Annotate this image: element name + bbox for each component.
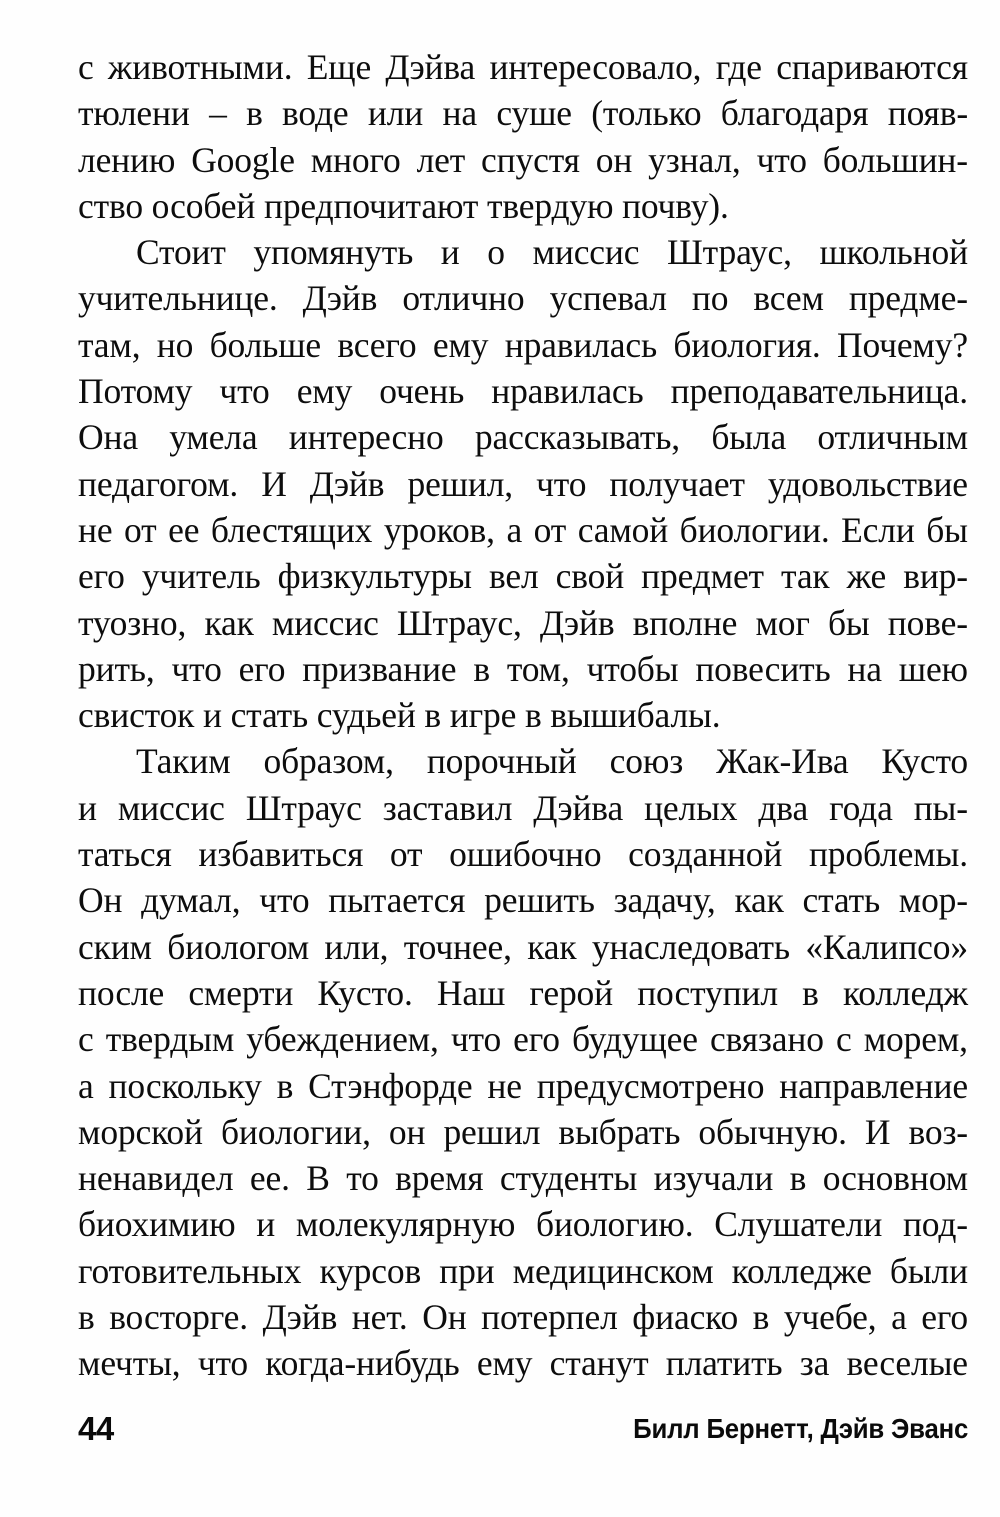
- text-run: ненавидел: [78, 1158, 234, 1199]
- text-line: [78, 275, 968, 321]
- text-run: фиаско: [632, 1297, 739, 1338]
- text-run: года: [829, 787, 893, 828]
- text-run: мечты,: [78, 1343, 181, 1384]
- text-run: воде: [282, 93, 349, 134]
- text-run: же: [846, 556, 887, 597]
- text-run: Дэйв: [302, 278, 378, 319]
- text-run: его: [513, 1019, 560, 1060]
- text-run: за: [799, 1343, 830, 1384]
- text-run: курсов: [319, 1250, 422, 1291]
- text-run: Стоит: [136, 232, 226, 273]
- text-run: Штраус,: [396, 602, 522, 643]
- text-run: Дэйв: [309, 463, 385, 504]
- text-run: под-: [902, 1204, 968, 1245]
- text-line: [78, 1016, 968, 1062]
- text-run: упомянуть: [253, 232, 414, 273]
- text-run: Дэйв: [262, 1297, 338, 1338]
- text-run: в: [473, 648, 490, 689]
- text-run: свисток и стать судьей в игре в вышибалы.: [78, 695, 721, 736]
- text-line: [78, 924, 968, 970]
- text-run: туозно,: [78, 602, 187, 643]
- text-run: его: [78, 556, 125, 597]
- text-run: Google: [191, 139, 295, 180]
- text-line: [78, 137, 968, 183]
- text-run: чтобы: [586, 648, 679, 689]
- text-run: что: [259, 880, 310, 921]
- text-run: в: [802, 972, 819, 1013]
- text-line: [78, 461, 968, 507]
- text-run: ему: [432, 324, 489, 365]
- text-run: очень: [379, 371, 465, 412]
- text-run: как: [734, 880, 784, 921]
- text-run: с: [78, 1019, 94, 1060]
- text-run: бы: [926, 509, 968, 550]
- text-run: платить: [665, 1343, 783, 1384]
- text-run: потерпел: [481, 1297, 618, 1338]
- text-run: в: [246, 93, 263, 134]
- text-run: решить: [484, 880, 595, 921]
- text-run: проблемы.: [808, 834, 968, 875]
- text-run: много: [310, 139, 401, 180]
- text-run: направление: [779, 1065, 968, 1106]
- text-run: Если: [841, 509, 915, 550]
- text-run: что: [219, 371, 270, 412]
- text-run: предме-: [848, 278, 968, 319]
- text-run: суше: [496, 93, 572, 134]
- text-run: биологию.: [536, 1204, 694, 1245]
- text-line: [78, 600, 968, 646]
- text-run: ее: [168, 509, 200, 550]
- text-run: задачу,: [613, 880, 716, 921]
- paragraph: [78, 229, 968, 738]
- text-run: в: [276, 1065, 294, 1106]
- text-run: поступил: [637, 972, 778, 1013]
- text-run: были: [889, 1250, 968, 1291]
- text-run: колледж: [842, 972, 968, 1013]
- paragraph: [78, 44, 968, 229]
- text-run: что: [197, 1343, 249, 1384]
- text-run: тюлени: [78, 93, 190, 134]
- text-run: была: [711, 417, 787, 458]
- text-run: колледже: [731, 1250, 872, 1291]
- text-run: педагогом.: [78, 463, 239, 504]
- text-run: таться: [78, 834, 172, 875]
- text-line: [78, 44, 968, 90]
- text-run: том,: [506, 648, 570, 689]
- text-run: Дэйва: [533, 787, 624, 828]
- text-line: [78, 90, 968, 136]
- text-run: больше: [209, 324, 322, 365]
- text-line: [78, 646, 968, 692]
- text-line: [78, 414, 968, 460]
- text-run: блестящих: [210, 509, 373, 550]
- text-run: воз-: [908, 1111, 968, 1152]
- text-run: при: [439, 1250, 495, 1291]
- text-run: стать: [802, 880, 880, 921]
- text-line: [78, 970, 968, 1016]
- text-line: [78, 229, 968, 275]
- text-run: он: [388, 1111, 426, 1152]
- text-run: то: [346, 1158, 379, 1199]
- text-run: связано: [710, 1019, 824, 1060]
- text-run: Таким: [136, 741, 231, 782]
- text-run: и: [440, 232, 460, 273]
- text-run: биологии,: [220, 1111, 371, 1152]
- text-run: ему: [476, 1343, 533, 1384]
- text-run: в: [752, 1297, 770, 1338]
- text-run: Слушатели: [714, 1204, 883, 1245]
- text-run: вполне: [632, 602, 738, 643]
- text-run: Штраус,: [667, 232, 792, 273]
- text-run: И: [261, 463, 287, 504]
- text-run: он: [595, 139, 633, 180]
- text-run: предусмотрено: [536, 1065, 765, 1106]
- text-run: герой: [529, 972, 613, 1013]
- text-run: но: [156, 324, 194, 365]
- text-line: [78, 831, 968, 877]
- text-run: Почему?: [836, 324, 968, 365]
- text-run: образом,: [263, 741, 394, 782]
- text-run: Кусто: [881, 741, 968, 782]
- text-run: нравилась: [491, 371, 644, 412]
- text-line: [78, 785, 968, 831]
- text-run: морской: [78, 1111, 203, 1152]
- text-run: с: [835, 1019, 852, 1060]
- text-run: ее.: [249, 1158, 290, 1199]
- text-run: спустя: [481, 139, 580, 180]
- text-run: спариваются: [776, 47, 968, 87]
- text-run: интересно: [288, 417, 444, 458]
- text-run: отлично: [402, 278, 525, 319]
- text-run: его: [921, 1297, 968, 1338]
- text-run: преподавательница.: [670, 371, 968, 412]
- text-run: всего: [337, 324, 417, 365]
- text-run: пы-: [913, 787, 968, 828]
- text-run: созданной: [628, 834, 783, 875]
- text-line: [78, 322, 968, 368]
- text-run: учитель: [141, 556, 261, 597]
- text-run: смерти: [188, 972, 294, 1013]
- text-line: [78, 183, 968, 229]
- text-run: союз: [609, 741, 684, 782]
- text-run: студенты: [499, 1158, 638, 1199]
- text-run: от: [389, 834, 423, 875]
- text-run: унаследовать: [591, 926, 790, 967]
- text-run: нравилась: [504, 324, 658, 365]
- text-run: животными.: [107, 47, 293, 87]
- text-run: как: [527, 926, 577, 967]
- text-line: [78, 1155, 968, 1201]
- text-run: что: [756, 139, 807, 180]
- text-line: [78, 877, 968, 923]
- running-head-authors: Билл Бернетт, Дэйв Эванс: [633, 1413, 968, 1444]
- text-run: В: [306, 1158, 330, 1199]
- text-run: решил,: [407, 463, 514, 504]
- text-run: так: [781, 556, 830, 597]
- text-run: веселые: [846, 1343, 968, 1384]
- text-run: умела: [169, 417, 258, 458]
- text-run: будущее: [572, 1019, 698, 1060]
- text-run: медицинском: [512, 1250, 714, 1291]
- text-run: И: [864, 1111, 891, 1152]
- text-run: повесить: [695, 648, 831, 689]
- text-run: там,: [78, 324, 141, 365]
- text-run: Штраус: [245, 787, 362, 828]
- text-run: ошибочно: [449, 834, 602, 875]
- text-run: или,: [324, 926, 389, 967]
- text-run: появ-: [887, 93, 968, 134]
- text-run: и: [78, 787, 97, 828]
- text-run: время: [395, 1158, 484, 1199]
- text-run: станут: [549, 1343, 649, 1384]
- text-run: мог: [755, 602, 810, 643]
- text-line: [78, 1063, 968, 1109]
- text-run: мор-: [898, 880, 968, 921]
- text-run: после: [78, 972, 165, 1013]
- text-run: Кусто.: [317, 972, 413, 1013]
- text-run: или: [367, 93, 424, 134]
- text-run: биологии.: [679, 509, 830, 550]
- text-run: с: [78, 47, 94, 87]
- text-run: заставил: [382, 787, 513, 828]
- text-run: призвание: [302, 648, 457, 689]
- text-run: лет: [416, 139, 466, 180]
- text-run: выбрать: [558, 1111, 681, 1152]
- text-run: уроков,: [383, 509, 495, 550]
- text-run: отличным: [817, 417, 968, 458]
- text-run: интересовало,: [489, 47, 702, 87]
- text-run: готовительных: [78, 1250, 302, 1291]
- text-run: убеждением,: [246, 1019, 439, 1060]
- text-line: [78, 1248, 968, 1294]
- text-run: рить,: [78, 648, 155, 689]
- text-run: и: [256, 1204, 276, 1245]
- text-run: в: [789, 1158, 807, 1199]
- text-run: изучали: [653, 1158, 774, 1199]
- text-run: когда-нибудь: [265, 1343, 460, 1384]
- text-run: «Калипсо»: [805, 926, 968, 967]
- text-run: а: [891, 1297, 907, 1338]
- text-run: а: [78, 1065, 94, 1106]
- text-run: удовольствие: [767, 463, 968, 504]
- page-number: 44: [78, 1410, 114, 1447]
- text-run: пове-: [887, 602, 968, 643]
- text-run: а: [506, 509, 523, 550]
- text-run: ским: [78, 926, 152, 967]
- text-run: вир-: [903, 556, 968, 597]
- text-run: его: [238, 648, 286, 689]
- text-run: на: [847, 648, 882, 689]
- text-run: большин-: [822, 139, 968, 180]
- text-run: Стэнфорде: [308, 1065, 473, 1106]
- text-run: Дэйв: [539, 602, 615, 643]
- text-line: [78, 692, 968, 738]
- text-run: в: [78, 1297, 95, 1338]
- text-run: основном: [822, 1158, 968, 1199]
- text-run: физкультуры: [277, 556, 472, 597]
- text-run: биологом: [167, 926, 310, 967]
- text-line: [78, 368, 968, 414]
- text-line: [78, 738, 968, 784]
- text-run: что: [450, 1019, 502, 1060]
- text-run: лению: [78, 139, 176, 180]
- text-run: миссис: [117, 787, 225, 828]
- text-run: не: [78, 509, 113, 550]
- text-run: биология.: [673, 324, 821, 365]
- text-run: как: [204, 602, 254, 643]
- text-run: два: [758, 787, 809, 828]
- text-run: восторге.: [109, 1297, 249, 1338]
- text-line: [78, 1294, 968, 1340]
- text-run: твердым: [105, 1019, 235, 1060]
- text-line: [78, 507, 968, 553]
- text-run: поскольку: [108, 1065, 262, 1106]
- text-run: всем: [753, 278, 824, 319]
- text-run: порочный: [426, 741, 577, 782]
- text-run: что: [536, 463, 587, 504]
- text-line: [78, 1201, 968, 1247]
- text-run: на: [442, 93, 477, 134]
- text-run: ему: [296, 371, 353, 412]
- text-run: учебе,: [783, 1297, 877, 1338]
- text-run: Потому: [78, 371, 193, 412]
- text-run: успевал: [549, 278, 667, 319]
- text-run: свой: [555, 556, 625, 597]
- text-run: Дэйва: [385, 47, 476, 87]
- text-run: нет.: [351, 1297, 408, 1338]
- text-run: миссис: [271, 602, 379, 643]
- text-line: [78, 553, 968, 599]
- text-run: решил: [443, 1111, 541, 1152]
- text-run: Наш: [436, 972, 506, 1013]
- page-body-text: [78, 44, 968, 1387]
- text-run: по: [691, 278, 729, 319]
- text-run: предмет: [641, 556, 764, 597]
- text-run: вел: [488, 556, 539, 597]
- text-line: [78, 1109, 968, 1155]
- text-run: избавиться: [198, 834, 364, 875]
- text-run: целых: [644, 787, 738, 828]
- text-run: самой: [577, 509, 669, 550]
- text-run: –: [209, 93, 227, 134]
- text-run: от: [533, 509, 567, 550]
- text-line: [78, 1340, 968, 1386]
- text-run: Еще: [306, 47, 372, 87]
- paragraph: [78, 738, 968, 1386]
- text-run: Она: [78, 417, 138, 458]
- text-run: обычную.: [698, 1111, 847, 1152]
- text-run: молекулярную: [295, 1204, 516, 1245]
- text-run: шею: [898, 648, 968, 689]
- text-run: от: [124, 509, 157, 550]
- text-run: не: [487, 1065, 522, 1106]
- text-run: рассказывать,: [474, 417, 681, 458]
- text-run: Он: [78, 880, 123, 921]
- text-run: что: [171, 648, 222, 689]
- text-run: биохимию: [78, 1204, 236, 1245]
- text-run: морем,: [863, 1019, 968, 1060]
- text-run: Он: [422, 1297, 467, 1338]
- text-run: благодаря: [720, 93, 869, 134]
- text-run: о: [487, 232, 505, 273]
- text-run: миссис: [532, 232, 640, 273]
- text-run: ство особей предпочитают твердую почву).: [78, 185, 729, 226]
- text-run: где: [715, 47, 762, 87]
- text-run: думал,: [141, 880, 241, 921]
- text-run: учительнице.: [78, 278, 278, 319]
- text-run: узнал,: [648, 139, 741, 180]
- text-run: пытается: [328, 880, 466, 921]
- text-run: Жак-Ива: [716, 741, 849, 782]
- text-run: школьной: [819, 232, 968, 273]
- text-run: точнее,: [403, 926, 512, 967]
- text-run: (только: [591, 93, 702, 134]
- text-run: получает: [609, 463, 745, 504]
- page-footer: [78, 1404, 968, 1454]
- text-run: бы: [827, 602, 870, 643]
